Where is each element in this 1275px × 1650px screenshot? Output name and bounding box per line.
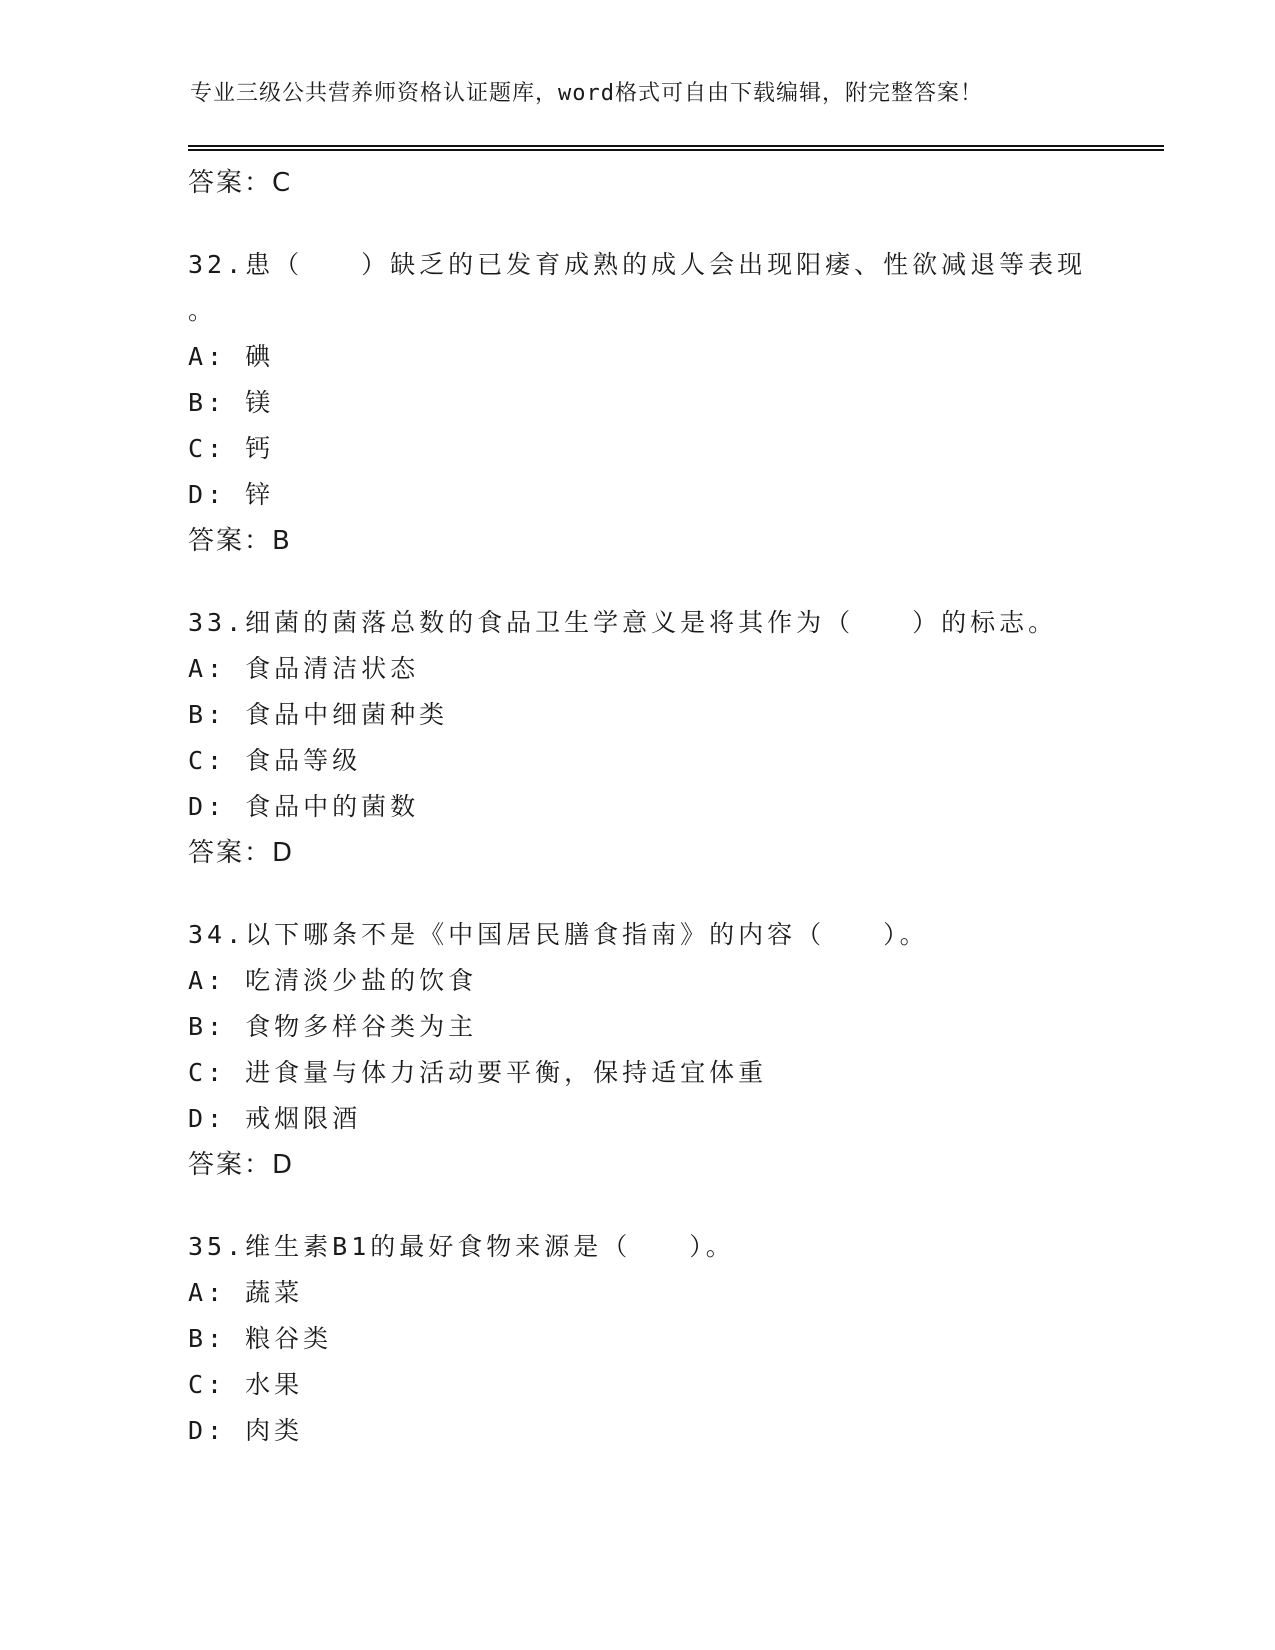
header-divider-top <box>188 145 1164 147</box>
answer-label: 答案：D <box>188 838 295 868</box>
question-text: 34.以下哪条不是《中国居民膳食指南》的内容（ ）。 <box>188 920 929 949</box>
option-c: C: 水果 <box>188 1370 304 1399</box>
document-body <box>188 160 1168 1490</box>
answer-label: 答案：D <box>188 1150 295 1180</box>
question-text: 32.患（ ）缺乏的已发育成熟的成人会出现阳痿、性欲减退等表现 <box>188 250 1087 279</box>
answer-label: 答案：C <box>188 168 293 198</box>
answer-label: 答案：B <box>188 526 292 556</box>
option-d: D: 肉类 <box>188 1416 304 1445</box>
option-a: A: 吃清淡少盐的饮食 <box>188 966 478 995</box>
page-header: 专业三级公共营养师资格认证题库，word格式可自由下载编辑，附完整答案！ <box>190 81 983 106</box>
question-text-continuation: 。 <box>188 296 218 325</box>
option-d: D: 戒烟限酒 <box>188 1104 362 1133</box>
option-b: B: 镁 <box>188 388 275 417</box>
option-c: C: 进食量与体力活动要平衡，保持适宜体重 <box>188 1058 768 1087</box>
question-text: 35.维生素B1的最好食物来源是（ ）。 <box>188 1232 735 1261</box>
option-c: C: 食品等级 <box>188 746 362 775</box>
option-c: C: 钙 <box>188 434 275 463</box>
option-a: A: 蔬菜 <box>188 1278 304 1307</box>
option-a: A: 碘 <box>188 342 275 371</box>
option-b: B: 粮谷类 <box>188 1324 333 1353</box>
option-b: B: 食品中细菌种类 <box>188 700 449 729</box>
option-d: D: 锌 <box>188 480 275 509</box>
question-33 <box>188 600 1168 876</box>
option-d: D: 食品中的菌数 <box>188 792 420 821</box>
option-b: B: 食物多样谷类为主 <box>188 1012 478 1041</box>
header-divider-bottom <box>188 149 1164 151</box>
option-a: A: 食品清洁状态 <box>188 654 420 683</box>
question-35 <box>188 1224 1168 1454</box>
question-text: 33.细菌的菌落总数的食品卫生学意义是将其作为（ ）的标志。 <box>188 608 1058 637</box>
question-32 <box>188 242 1168 564</box>
question-34 <box>188 912 1168 1188</box>
